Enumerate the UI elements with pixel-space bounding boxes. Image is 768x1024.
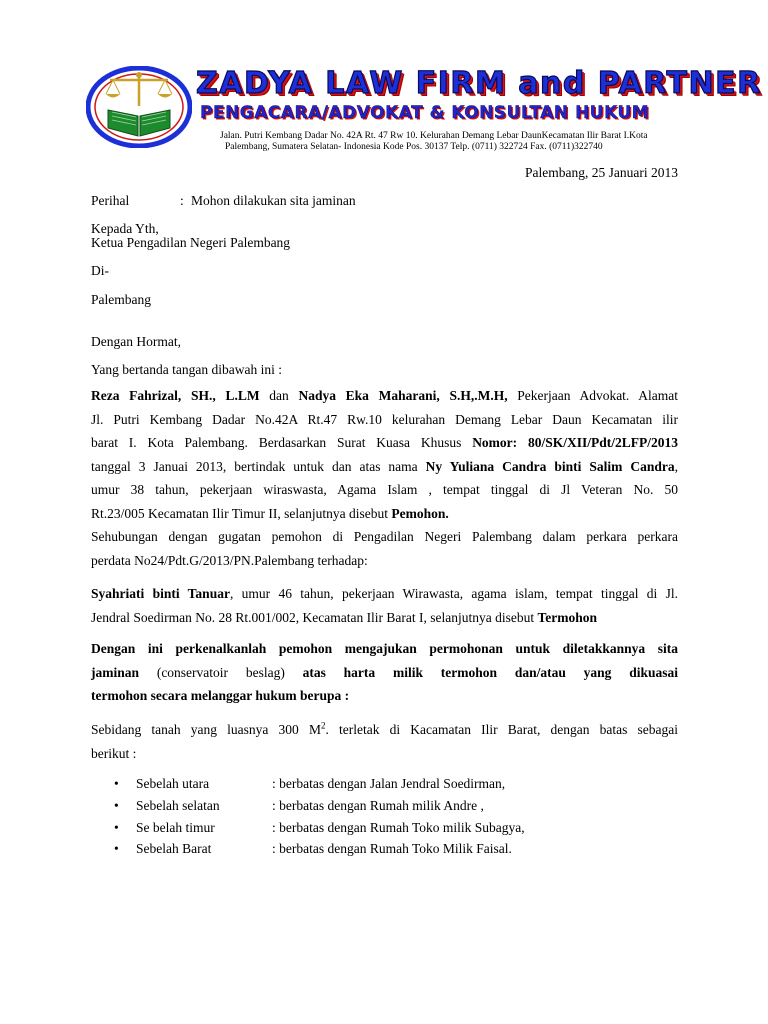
firm-address <box>220 131 690 153</box>
boundary-desc: : berbatas dengan Jalan Jendral Soedirman, <box>272 776 506 791</box>
address-line-1: Jalan. Putri Kembang Dadar No. 42A Rt. 47 Rw 10. Kelurahan Demang Lebar DaunKecamatan Ilir Barat I.Kota <box>220 131 648 141</box>
paragraph-land <box>91 718 678 765</box>
perihal-separator: : <box>180 193 184 208</box>
p5-line-1: Sebidang tanah yang luasnya 300 $M^2$. terletak di Kacamatan Ilir Barat, dengan batas sebagai <box>91 720 678 737</box>
paragraph-applicant <box>91 384 678 525</box>
p1-line-2: Jl. Putri Kembang Dadar No.42A Rt.47 Rw.10 kelurahan Demang Lebar Daun Kecamatan ilir <box>91 411 678 427</box>
boundary-desc: : berbatas dengan Rumah Toko milik Subagya, <box>272 820 525 835</box>
p1-line-4: tanggal 3 Januai 2013, bertindak untuk dan atas nama Ny Yuliana Candra binti Salim Candra, <box>91 458 679 474</box>
paragraph-respondent <box>91 582 678 629</box>
p3-line-2: Jendral Soedirman No. 28 Rt.001/002, Kecamatan Ilir Barat I, selanjutnya disebut Termohon <box>91 609 598 625</box>
p4-line-3: termohon secara melanggar hukum berupa : <box>91 688 350 703</box>
p4-line-2: jaminan (conservatoir beslag) atas harta milik termohon dan/atau yang dikuasai <box>91 664 678 680</box>
bullet: • <box>114 776 119 791</box>
paragraph-case <box>91 525 678 572</box>
p1-line-1: Reza Fahrizal, SH., L.LM dan Nadya Eka Maharani, S.H,.M.H, Pekerjaan Advokat. Alamat <box>91 388 678 403</box>
paragraph-request <box>91 637 678 708</box>
p4-line-1: Dengan ini perkenalkanlah pemohon mengajukan permohonan untuk diletakkannya sita <box>91 641 678 656</box>
bullet: • <box>114 841 119 856</box>
firm-name: ZADYA LAW FIRM and PARTNER <box>196 66 762 101</box>
boundary-side: Sebelah selatan <box>136 798 220 813</box>
boundary-desc: : berbatas dengan Rumah milik Andre , <box>272 798 484 813</box>
bullet: • <box>114 820 119 835</box>
firm-logo <box>86 66 192 148</box>
p3-line-1: Syahriati binti Tanuar, umur 46 tahun, pekerjaan Wirawasta, agama islam, tempat tinggal di Jl. <box>91 586 678 601</box>
p1-line-6: Rt.23/005 Kecamatan Ilir Timur II, selanjutnya disebut Pemohon. <box>91 505 449 521</box>
boundary-side: Sebelah utara <box>136 776 210 791</box>
recipient-di: Di- <box>91 263 109 278</box>
bullet: • <box>114 798 119 813</box>
p2-line-2: perdata No24/Pdt.G/2013/PN.Palembang terhadap: <box>91 552 368 568</box>
perihal-label: Perihal <box>91 193 130 208</box>
p2-line-1: Sehubungan dengan gugatan pemohon di Pengadilan Negeri Palembang dalam perkara perkara <box>91 529 678 544</box>
boundary-desc: : berbatas dengan Rumah Toko Milik Faisal. <box>272 841 512 856</box>
boundary-side: Sebelah Barat <box>136 841 212 856</box>
recipient-name: Ketua Pengadilan Negeri Palembang <box>91 235 291 250</box>
letter-date: Palembang, 25 Januari 2013 <box>525 165 678 180</box>
boundary-side: Se belah timur <box>136 820 215 835</box>
perihal-value: Mohon dilakukan sita jaminan <box>191 193 356 208</box>
p5-line-2: berikut : <box>91 745 137 761</box>
address-line-2: Palembang, Sumatera Selatan- Indonesia Kode Pos. 30137 Telp. (0711) 322724 Fax. (0711)322740 <box>225 142 603 152</box>
p1-line-3: barat I. Kota Palembang. Berdasarkan Surat Kuasa Khusus Nomor: 80/SK/XII/Pdt/2LFP/2013 <box>91 435 679 450</box>
p1-line-5: umur 38 tahun, pekerjaan wiraswasta, Agama Islam , tempat tinggal di Jl Veteran No. 50 <box>91 482 678 497</box>
recipient-city: Palembang <box>91 292 151 307</box>
salutation: Dengan Hormat, <box>91 334 181 349</box>
recipient-greeting: Kepada Yth, <box>91 221 159 236</box>
firm-subtitle: PENGACARA/ADVOKAT & KONSULTAN HUKUM <box>200 103 650 123</box>
intro-line: Yang bertanda tangan dibawah ini : <box>91 362 282 377</box>
